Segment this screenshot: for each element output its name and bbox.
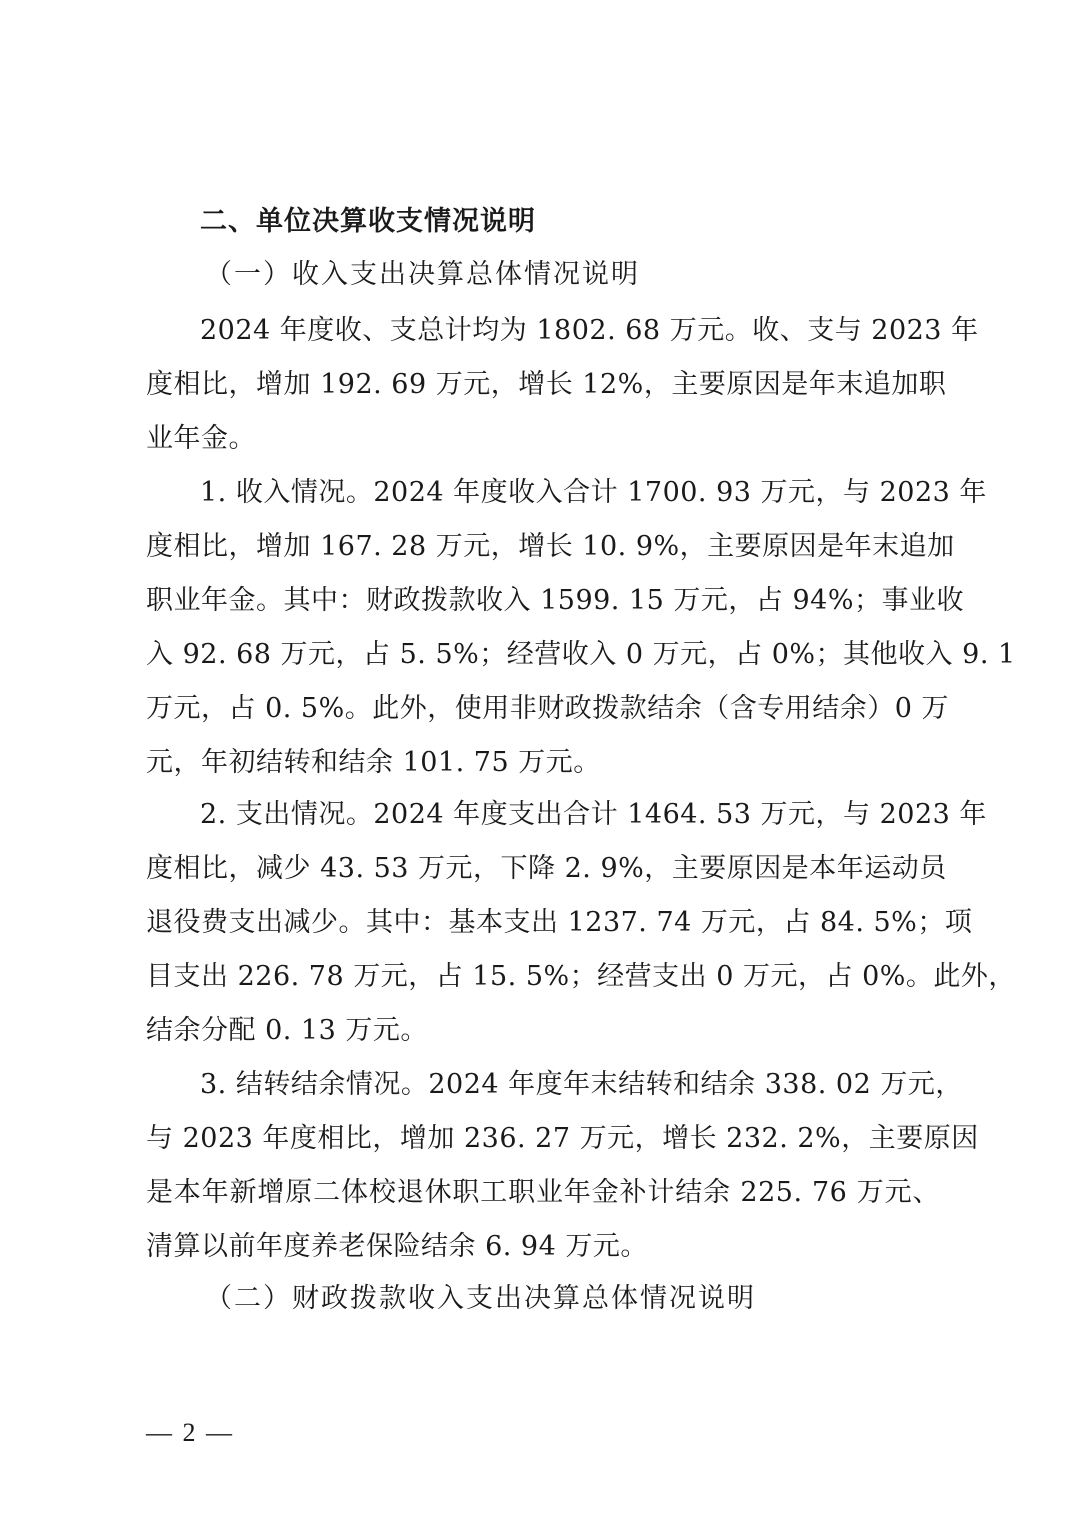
paragraph-line: 度相比，增加 192. 69 万元，增长 12%，主要原因是年末追加职 (146, 369, 947, 400)
paragraph-line: 2024 年度收、支总计均为 1802. 68 万元。收、支与 2023 年 (200, 315, 979, 346)
paragraph-line: 结余分配 0. 13 万元。 (146, 1015, 428, 1046)
paragraph-line: 2. 支出情况。2024 年度支出合计 1464. 53 万元，与 2023 年 (200, 799, 987, 830)
paragraph-line: 退役费支出减少。其中：基本支出 1237. 74 万元，占 84. 5%；项 (146, 907, 973, 938)
paragraph-line: 业年金。 (146, 423, 256, 454)
paragraph-line: 是本年新增原二体校退休职工职业年金补计结余 225. 76 万元、 (146, 1177, 940, 1208)
subsection-2-title: （二）财政拨款收入支出决算总体情况说明 (205, 1283, 756, 1314)
paragraph-line: 目支出 226. 78 万元，占 15. 5%；经营支出 0 万元，占 0%。此外， (146, 961, 1016, 992)
subsection-1-title: （一）收入支出决算总体情况说明 (205, 259, 640, 290)
paragraph-line: 职业年金。其中：财政拨款收入 1599. 15 万元，占 94%；事业收 (146, 585, 964, 616)
paragraph-line: 入 92. 68 万元，占 5. 5%；经营收入 0 万元，占 0%；其他收入 9. 1 (146, 639, 1016, 670)
section-title: 二、单位决算收支情况说明 (200, 206, 536, 237)
paragraph-line: 与 2023 年度相比，增加 236. 27 万元，增长 232. 2%，主要原因 (146, 1123, 979, 1154)
paragraph-line: 1. 收入情况。2024 年度收入合计 1700. 93 万元，与 2023 年 (200, 477, 987, 508)
paragraph-line: 度相比，减少 43. 53 万元，下降 2. 9%，主要原因是本年运动员 (146, 853, 947, 884)
paragraph-line: 清算以前年度养老保险结余 6. 94 万元。 (146, 1231, 648, 1262)
paragraph-line: 万元，占 0. 5%。此外，使用非财政拨款结余（含专用结余）0 万 (146, 693, 950, 724)
paragraph-line: 3. 结转结余情况。2024 年度年末结转和结余 338. 02 万元， (200, 1069, 963, 1100)
paragraph-line: 元，年初结转和结余 101. 75 万元。 (146, 747, 601, 778)
page-number: — 2 — (146, 1418, 234, 1447)
paragraph-line: 度相比，增加 167. 28 万元，增长 10. 9%，主要原因是年末追加 (146, 531, 955, 562)
